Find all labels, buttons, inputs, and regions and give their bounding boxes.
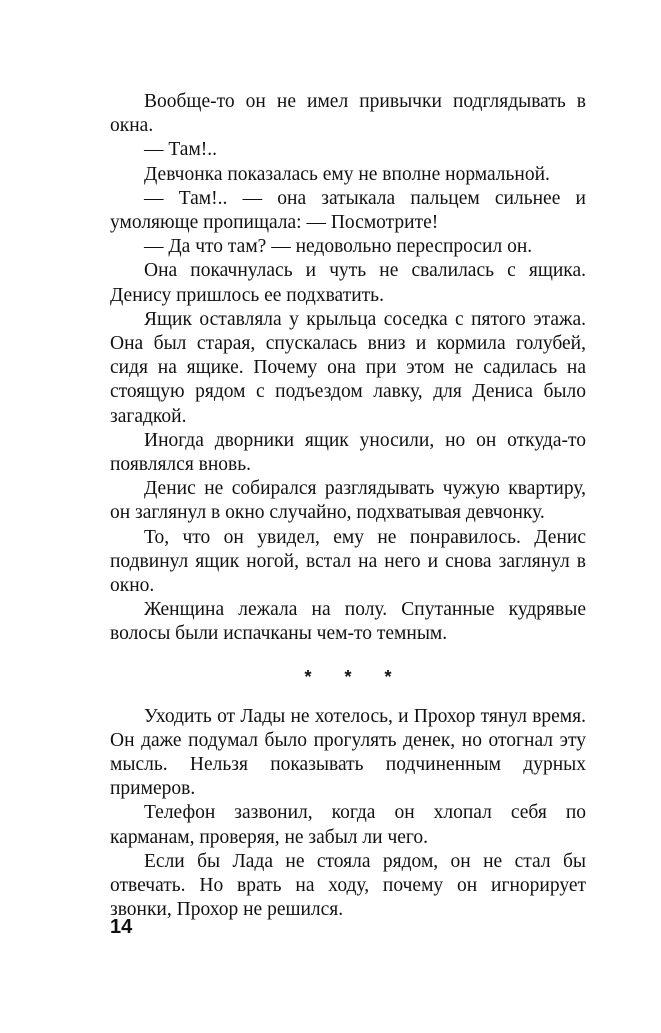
paragraph: — Там!..: [144, 139, 218, 161]
paragraph: — Там!.. — она затыкала пальцем сильнее и умоляюще пропищала: — Посмотрите!: [110, 187, 586, 234]
section-separator: * * *: [304, 666, 406, 687]
paragraph: Уходить от Лады не хотелось, и Прохор тянул время. Он даже подумал было прогулять денек, но отогнал эту мысль. Нельзя показывать подчиненным дурных примеров.: [110, 705, 586, 800]
paragraph: Иногда дворники ящик уносили, но он откуда-то появлялся вновь.: [110, 429, 586, 476]
paragraph: Если бы Лада не стояла рядом, он не стал бы отвечать. Но врать на ходу, почему он игнорирует звонки, Прохор не решился.: [110, 850, 586, 921]
paragraph: Телефон зазвонил, когда он хлопал себя по карманам, проверяя, не забыл ли чего.: [110, 802, 586, 848]
paragraph: То, что он увидел, ему не понравилось. Денис подвинул ящик ногой, встал на него и снова заглянул в окно.: [110, 526, 586, 597]
page-number: 14: [110, 916, 133, 938]
paragraph: Она покачнулась и чуть не свалилась с ящика. Денису пришлось ее подхватить.: [110, 260, 586, 306]
paragraph: Женщина лежала на полу. Спутанные кудрявые волосы были испачканы чем-то темным.: [110, 599, 586, 645]
paragraph: Ящик оставляла у крыльца соседка с пятого этажа. Она был старая, спускалась вниз и кормила голубей, сидя на ящике. Почему она при этом не садилась на стоящую рядом с подъездом лавку, для Дениса было загадкой.: [110, 308, 586, 427]
paragraph: Девчонка показалась ему не вполне нормальной.: [144, 163, 550, 185]
paragraph: Вообще-то он не имел привычки подглядывать в окна.: [110, 91, 586, 137]
page-text-block: [110, 90, 586, 923]
paragraph: Денис не собирался разглядывать чужую квартиру, он заглянул в окно случайно, подхватывая девчонку.: [110, 478, 586, 524]
paragraph: — Да что там? — недовольно переспросил он.: [144, 236, 533, 258]
